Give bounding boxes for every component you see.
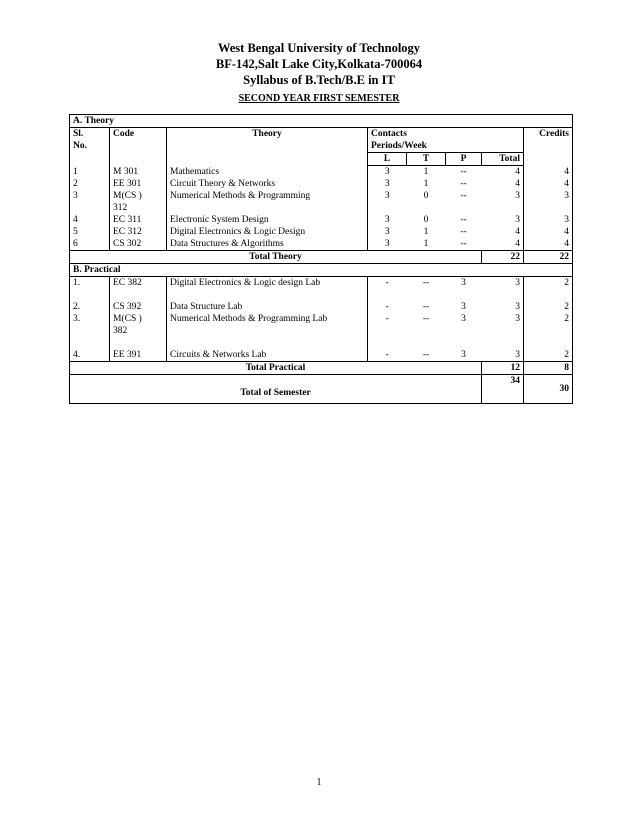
tutorial-hours: 1 [423, 167, 429, 177]
total-hours: 3 [515, 350, 520, 360]
total-semester-contacts: 34 [482, 375, 524, 404]
subject-row [70, 226, 573, 238]
sl-no: 4 [70, 214, 110, 226]
sl-no: 6 [70, 238, 110, 251]
total-hours: 3 [515, 191, 520, 201]
subject-name: Data Structure Lab [167, 301, 368, 313]
subject-code: M 301 [110, 166, 167, 179]
tutorial-hours: 1 [423, 239, 429, 249]
practical-hours: -- [460, 227, 467, 237]
subject-row [70, 166, 573, 179]
subject-code: CS 302 [110, 238, 167, 251]
tutorial-hours: -- [422, 278, 430, 288]
subject-code: EC 311 [110, 214, 167, 226]
lecture-hours: - [368, 277, 407, 302]
subject-row [70, 214, 573, 226]
document-header [0, 40, 638, 88]
university-address: BF-142,Salt Lake City,Kolkata-700064 [215, 57, 423, 71]
practical-hours: 3 [461, 278, 466, 288]
lecture-hours: 3 [368, 226, 407, 238]
university-name: West Bengal University of Technology [217, 41, 421, 55]
practical-hours: 3 [461, 350, 466, 360]
page-number: 1 [316, 777, 322, 788]
practical-hours: -- [460, 191, 467, 201]
col-credits-header: Credits [524, 128, 573, 153]
subject-name: Numerical Methods & Programming [167, 190, 368, 214]
sl-no: 5 [70, 226, 110, 238]
subject-name: Circuits & Networks Lab [167, 349, 368, 362]
tutorial-hours: 1 [423, 179, 429, 189]
subject-code: EE 301 [110, 178, 167, 190]
subject-code: M(CS ) 382 [110, 313, 167, 349]
practical-hours: -- [460, 215, 467, 225]
subject-code: EC 312 [110, 226, 167, 238]
total-theory-label: Total Theory [70, 251, 482, 264]
syllabus-title: Syllabus of B.Tech/B.E in IT [243, 73, 395, 87]
theory-section-row [70, 115, 573, 128]
total-practical-contacts: 12 [482, 362, 524, 375]
col-t-header: T [407, 153, 446, 166]
practical-hours: 3 [461, 302, 466, 312]
practical-section-row [70, 264, 573, 277]
subject-row [70, 238, 573, 251]
practical-hours: -- [460, 179, 467, 189]
sl-no: 2 [70, 178, 110, 190]
total-theory-credits: 22 [524, 251, 573, 264]
tutorial-hours: -- [422, 314, 430, 324]
total-semester-row [70, 375, 573, 404]
subject-row [70, 277, 573, 302]
total-hours: 4 [515, 239, 520, 249]
tutorial-hours: -- [422, 302, 430, 312]
subject-row [70, 313, 573, 349]
theory-section-label: A. Theory [70, 115, 573, 128]
sl-no: 3. [70, 313, 110, 349]
total-hours: 4 [515, 227, 520, 237]
subject-code: EE 391 [110, 349, 167, 362]
total-semester-label: Total of Semester [70, 375, 482, 404]
total-practical-credits: 8 [524, 362, 573, 375]
lecture-hours: 3 [368, 178, 407, 190]
lecture-hours: - [368, 301, 407, 313]
sl-no: 4. [70, 349, 110, 362]
col-sl-header: Sl. No. [70, 128, 110, 153]
tutorial-hours: 0 [423, 215, 429, 225]
syllabus-table [69, 114, 573, 404]
credits: 3 [524, 214, 573, 226]
lecture-hours: 3 [368, 214, 407, 226]
subject-name: Digital Electronics & Logic Design [167, 226, 368, 238]
col-theory-header: Theory [167, 128, 368, 153]
subject-name: Electronic System Design [167, 214, 368, 226]
credits: 2 [524, 313, 573, 349]
subject-row [70, 349, 573, 362]
lecture-hours: 3 [368, 238, 407, 251]
total-hours: 3 [515, 278, 520, 288]
credits: 4 [524, 166, 573, 179]
total-hours: 3 [515, 302, 520, 312]
lecture-hours: - [368, 313, 407, 349]
subject-name: Digital Electronics & Logic design Lab [167, 277, 368, 302]
subject-row [70, 301, 573, 313]
subject-name: Numerical Methods & Programming Lab [167, 313, 368, 349]
lecture-hours: - [368, 349, 407, 362]
total-theory-row [70, 251, 573, 264]
credits: 2 [524, 349, 573, 362]
subject-code: EC 382 [110, 277, 167, 302]
sl-no: 3 [70, 190, 110, 214]
total-hours: 3 [515, 215, 520, 225]
total-hours: 4 [515, 179, 520, 189]
credits: 2 [524, 277, 573, 302]
practical-section-label: B. Practical [70, 264, 573, 277]
col-contacts-header: Contacts Periods/Week [368, 128, 524, 153]
subject-name: Mathematics [167, 166, 368, 179]
col-l-header: L [368, 153, 407, 166]
subject-name: Circuit Theory & Networks [167, 178, 368, 190]
lecture-hours: 3 [368, 166, 407, 179]
total-theory-contacts: 22 [482, 251, 524, 264]
subject-code: M(CS ) 312 [110, 190, 167, 214]
col-total-header: Total [482, 153, 524, 166]
credits: 4 [524, 178, 573, 190]
theory-subheader-row [70, 153, 573, 166]
sl-no: 1. [70, 277, 110, 302]
total-hours: 4 [515, 167, 520, 177]
tutorial-hours: -- [422, 350, 430, 360]
sl-no: 1 [70, 166, 110, 179]
credits: 3 [524, 190, 573, 214]
practical-hours: -- [460, 167, 467, 177]
credits: 4 [524, 238, 573, 251]
tutorial-hours: 0 [423, 191, 429, 201]
credits: 2 [524, 301, 573, 313]
col-code-header: Code [110, 128, 167, 153]
col-p-header: P [446, 153, 482, 166]
sl-no: 2. [70, 301, 110, 313]
subject-row [70, 178, 573, 190]
subject-name: Data Structures & Algorithms [167, 238, 368, 251]
subject-row [70, 190, 573, 214]
practical-hours: -- [460, 239, 467, 249]
total-practical-row [70, 362, 573, 375]
total-practical-label: Total Practical [70, 362, 482, 375]
credits: 4 [524, 226, 573, 238]
theory-header-row [70, 128, 573, 153]
tutorial-hours: 1 [423, 227, 429, 237]
semester-title: SECOND YEAR FIRST SEMESTER [238, 93, 400, 104]
lecture-hours: 3 [368, 190, 407, 214]
practical-hours: 3 [461, 314, 466, 324]
subject-code: CS 392 [110, 301, 167, 313]
total-semester-credits: 30 [524, 375, 573, 404]
total-hours: 3 [515, 314, 520, 324]
